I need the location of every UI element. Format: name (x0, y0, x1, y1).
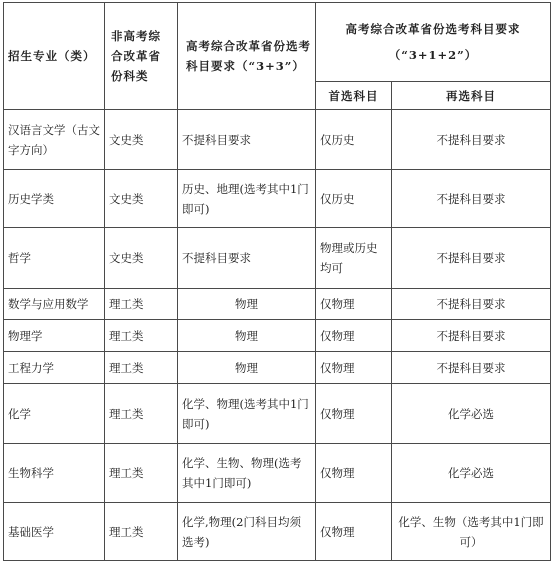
cell-req-3-3: 历史、地理(选考其中1门即可) (178, 170, 316, 228)
cell-first-choice: 仅物理 (316, 444, 392, 503)
cell-category: 文史类 (105, 170, 178, 228)
table-row (4, 289, 551, 320)
cell-second-choice: 不提科目要求 (392, 170, 551, 228)
cell-second-choice: 不提科目要求 (392, 289, 551, 320)
header-first-choice: 首选科目 (316, 82, 392, 110)
cell-first-choice: 仅历史 (316, 110, 392, 170)
cell-major: 基础医学 (4, 503, 105, 561)
cell-major: 工程力学 (4, 352, 105, 384)
table-row (4, 110, 551, 170)
header-second-choice: 再选科目 (392, 82, 551, 110)
cell-req-3-3: 物理 (178, 320, 316, 352)
cell-second-choice: 不提科目要求 (392, 110, 551, 170)
cell-category: 理工类 (105, 320, 178, 352)
cell-second-choice: 化学必选 (392, 444, 551, 503)
cell-major: 物理学 (4, 320, 105, 352)
cell-first-choice: 仅物理 (316, 503, 392, 561)
cell-first-choice: 物理或历史均可 (316, 228, 392, 289)
cell-req-3-3: 化学、生物、物理(选考其中1门即可) (178, 444, 316, 503)
cell-category: 理工类 (105, 289, 178, 320)
cell-major: 化学 (4, 384, 105, 444)
cell-category: 理工类 (105, 444, 178, 503)
cell-req-3-3: 化学、物理(选考其中1门即可) (178, 384, 316, 444)
header-requirement-3-3: 高考综合改革省份选考科目要求（“3+3”） (178, 3, 316, 110)
cell-req-3-3: 物理 (178, 352, 316, 384)
cell-req-3-3: 不提科目要求 (178, 110, 316, 170)
table-row (4, 170, 551, 228)
cell-major: 数学与应用数学 (4, 289, 105, 320)
cell-req-3-3: 化学,物理(2门科目均须选考) (178, 503, 316, 561)
cell-category: 理工类 (105, 503, 178, 561)
header-major: 招生专业（类） (4, 3, 105, 110)
cell-major: 历史学类 (4, 170, 105, 228)
cell-first-choice: 仅物理 (316, 320, 392, 352)
header-non-gaokao-category: 非高考综合改革省份科类 (105, 3, 178, 110)
table-row (4, 228, 551, 289)
cell-major: 生物科学 (4, 444, 105, 503)
cell-second-choice: 不提科目要求 (392, 228, 551, 289)
cell-first-choice: 仅历史 (316, 170, 392, 228)
header-requirement-3-1-2: 高考综合改革省份选考科目要求（“3+1+2”） (316, 3, 551, 82)
cell-category: 理工类 (105, 352, 178, 384)
cell-category: 理工类 (105, 384, 178, 444)
subject-requirements-table (3, 2, 551, 561)
cell-first-choice: 仅物理 (316, 352, 392, 384)
cell-second-choice: 化学必选 (392, 384, 551, 444)
cell-first-choice: 仅物理 (316, 289, 392, 320)
table-row (4, 320, 551, 352)
cell-category: 文史类 (105, 228, 178, 289)
table-row (4, 384, 551, 444)
cell-major: 汉语言文学（古文字方向） (4, 110, 105, 170)
cell-second-choice: 不提科目要求 (392, 352, 551, 384)
cell-major: 哲学 (4, 228, 105, 289)
header-row (4, 3, 551, 82)
cell-second-choice: 不提科目要求 (392, 320, 551, 352)
table-row (4, 503, 551, 561)
table-row (4, 352, 551, 384)
cell-req-3-3: 不提科目要求 (178, 228, 316, 289)
cell-second-choice: 化学、生物（选考其中1门即可） (392, 503, 551, 561)
cell-first-choice: 仅物理 (316, 384, 392, 444)
cell-category: 文史类 (105, 110, 178, 170)
cell-req-3-3: 物理 (178, 289, 316, 320)
table-row (4, 444, 551, 503)
